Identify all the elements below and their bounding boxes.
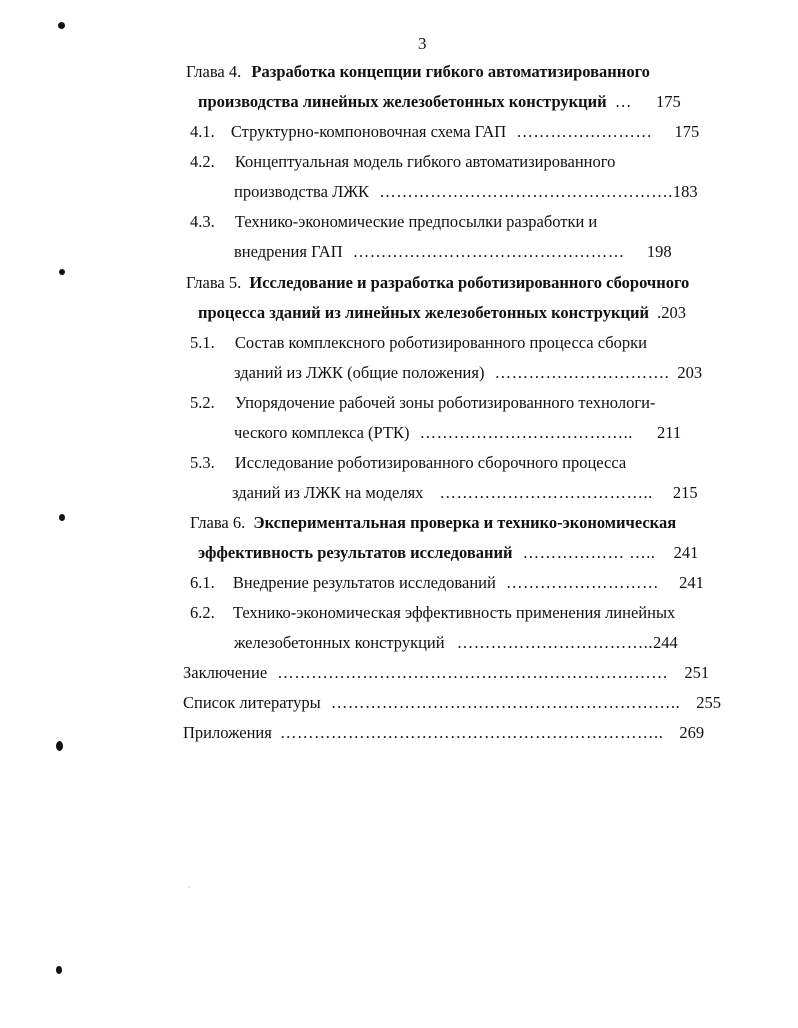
- margin-hole-mark: [58, 22, 65, 29]
- toc-section-5-2-line2[interactable]: [234, 423, 681, 443]
- page-ref: 241: [679, 573, 704, 592]
- toc-references[interactable]: [183, 693, 721, 713]
- page-number: 3: [418, 34, 427, 53]
- page-ref: 241: [673, 543, 699, 562]
- section-number: 6.1.: [190, 573, 215, 592]
- chapter-title: Разработка концепции гибкого автоматизированного: [251, 62, 650, 81]
- toc-section-5-1-line1[interactable]: [190, 333, 647, 353]
- leader-dots: …: [614, 92, 632, 111]
- page-ref: 175: [674, 122, 700, 141]
- section-number: 4.2.: [190, 152, 215, 171]
- leader-dots: ……………………………..: [456, 633, 653, 652]
- leader-dots: ………………………………..: [439, 483, 653, 502]
- toc-section-6-2-line2[interactable]: [234, 633, 678, 653]
- section-title: Технико-экономические предпосылки разработки и: [234, 212, 598, 231]
- toc-chapter-6-line1[interactable]: [190, 513, 676, 533]
- chapter-prefix: Глава 5.: [186, 273, 242, 292]
- page-ref: 251: [684, 663, 710, 682]
- chapter-title-cont: производства линейных железобетонных конструкций: [198, 92, 607, 111]
- section-title: Упорядочение рабочей зоны роботизированного технологи-: [234, 393, 656, 412]
- entry-title: Список литературы: [183, 693, 321, 712]
- section-number: 5.3.: [190, 453, 215, 472]
- section-number: 6.2.: [190, 603, 215, 622]
- section-title-cont: зданий из ЛЖК на моделях: [232, 483, 424, 502]
- section-title: Концептуальная модель гибкого автоматизированного: [234, 152, 616, 171]
- leader-dots: ……………… …..: [522, 543, 656, 562]
- toc-conclusion[interactable]: [183, 663, 709, 683]
- chapter-title-cont: эффективность результатов исследований: [198, 543, 513, 562]
- toc-section-4-1[interactable]: [190, 122, 699, 142]
- toc-section-4-2-line2[interactable]: [234, 182, 698, 202]
- section-number: 4.3.: [190, 212, 215, 231]
- section-title: Структурно-компоновочная схема ГАП: [230, 122, 507, 141]
- section-title-cont: зданий из ЛЖК (общие положения): [234, 363, 485, 382]
- section-title-cont: внедрения ГАП: [234, 242, 343, 261]
- toc-section-4-2-line1[interactable]: [190, 152, 615, 172]
- margin-hole-mark: [56, 966, 62, 974]
- page-ref: 269: [679, 723, 705, 742]
- margin-hole-mark: [59, 269, 65, 275]
- toc-section-5-3-line1[interactable]: [190, 453, 626, 473]
- toc-section-5-3-line2[interactable]: [232, 483, 698, 503]
- page-ref: 203: [661, 303, 687, 322]
- toc-section-5-2-line1[interactable]: [190, 393, 655, 413]
- chapter-prefix: Глава 4.: [186, 62, 242, 81]
- chapter-title: Экспериментальная проверка и технико-экономическая: [253, 513, 677, 532]
- entry-title: Приложения: [183, 723, 272, 742]
- toc-chapter-4-line2[interactable]: [198, 92, 681, 112]
- page-ref: 175: [655, 92, 681, 111]
- page-ref: 203: [677, 363, 703, 382]
- toc-chapter-5-line2[interactable]: [198, 303, 686, 323]
- section-title: Состав комплексного роботизированного процесса сборки: [234, 333, 648, 352]
- page-ref: 255: [696, 693, 721, 712]
- leader-dots: ………………………: [505, 573, 659, 592]
- section-number: 5.1.: [190, 333, 215, 352]
- toc-chapter-4-line1[interactable]: [186, 62, 650, 82]
- chapter-title: Исследование и разработка роботизированного сборочного: [249, 273, 690, 292]
- scan-speck: [188, 886, 190, 888]
- page-ref: 244: [652, 633, 678, 652]
- leader-dots: .: [657, 303, 662, 322]
- toc-section-4-3-line2[interactable]: [234, 242, 672, 262]
- section-title-cont: железобетонных конструкций: [234, 633, 445, 652]
- leader-dots: ……………………………………………………………: [277, 663, 669, 682]
- leader-dots: …………………………………………: [352, 242, 625, 261]
- leader-dots: ………………………….: [494, 363, 670, 382]
- toc-section-6-2-line1[interactable]: [190, 603, 675, 623]
- leader-dots: ……………………………………………………..: [330, 693, 681, 712]
- section-title-cont: ческого комплекса (РТК): [234, 423, 410, 442]
- page-ref: 215: [672, 483, 698, 502]
- toc-appendix[interactable]: [183, 723, 704, 743]
- margin-hole-mark: [59, 514, 65, 521]
- toc-section-6-1[interactable]: [190, 573, 704, 593]
- toc-chapter-5-line1[interactable]: [186, 273, 689, 293]
- section-title: Внедрение результатов исследований: [232, 573, 496, 592]
- leader-dots: ………………………………..: [419, 423, 633, 442]
- section-title: Исследование роботизированного сборочного процесса: [234, 453, 627, 472]
- toc-chapter-6-line2[interactable]: [198, 543, 698, 563]
- chapter-title-cont: процесса зданий из линейных железобетонных конструкций: [198, 303, 650, 322]
- chapter-prefix: Глава 6.: [190, 513, 246, 532]
- margin-hole-mark: [56, 741, 63, 751]
- section-title: Технико-экономическая эффективность применения линейных: [232, 603, 676, 622]
- section-number: 4.1.: [190, 122, 215, 141]
- leader-dots: …………………………………………….: [379, 182, 673, 201]
- page-ref: 198: [646, 242, 672, 261]
- toc-section-4-3-line1[interactable]: [190, 212, 597, 232]
- toc-section-5-1-line2[interactable]: [234, 363, 702, 383]
- page-ref: 183: [672, 182, 698, 201]
- section-title-cont: производства ЛЖК: [234, 182, 370, 201]
- leader-dots: …………………………………………………………..: [279, 723, 664, 742]
- entry-title: Заключение: [183, 663, 268, 682]
- page-ref: 211: [657, 423, 682, 442]
- leader-dots: ……………………: [516, 122, 653, 141]
- section-number: 5.2.: [190, 393, 215, 412]
